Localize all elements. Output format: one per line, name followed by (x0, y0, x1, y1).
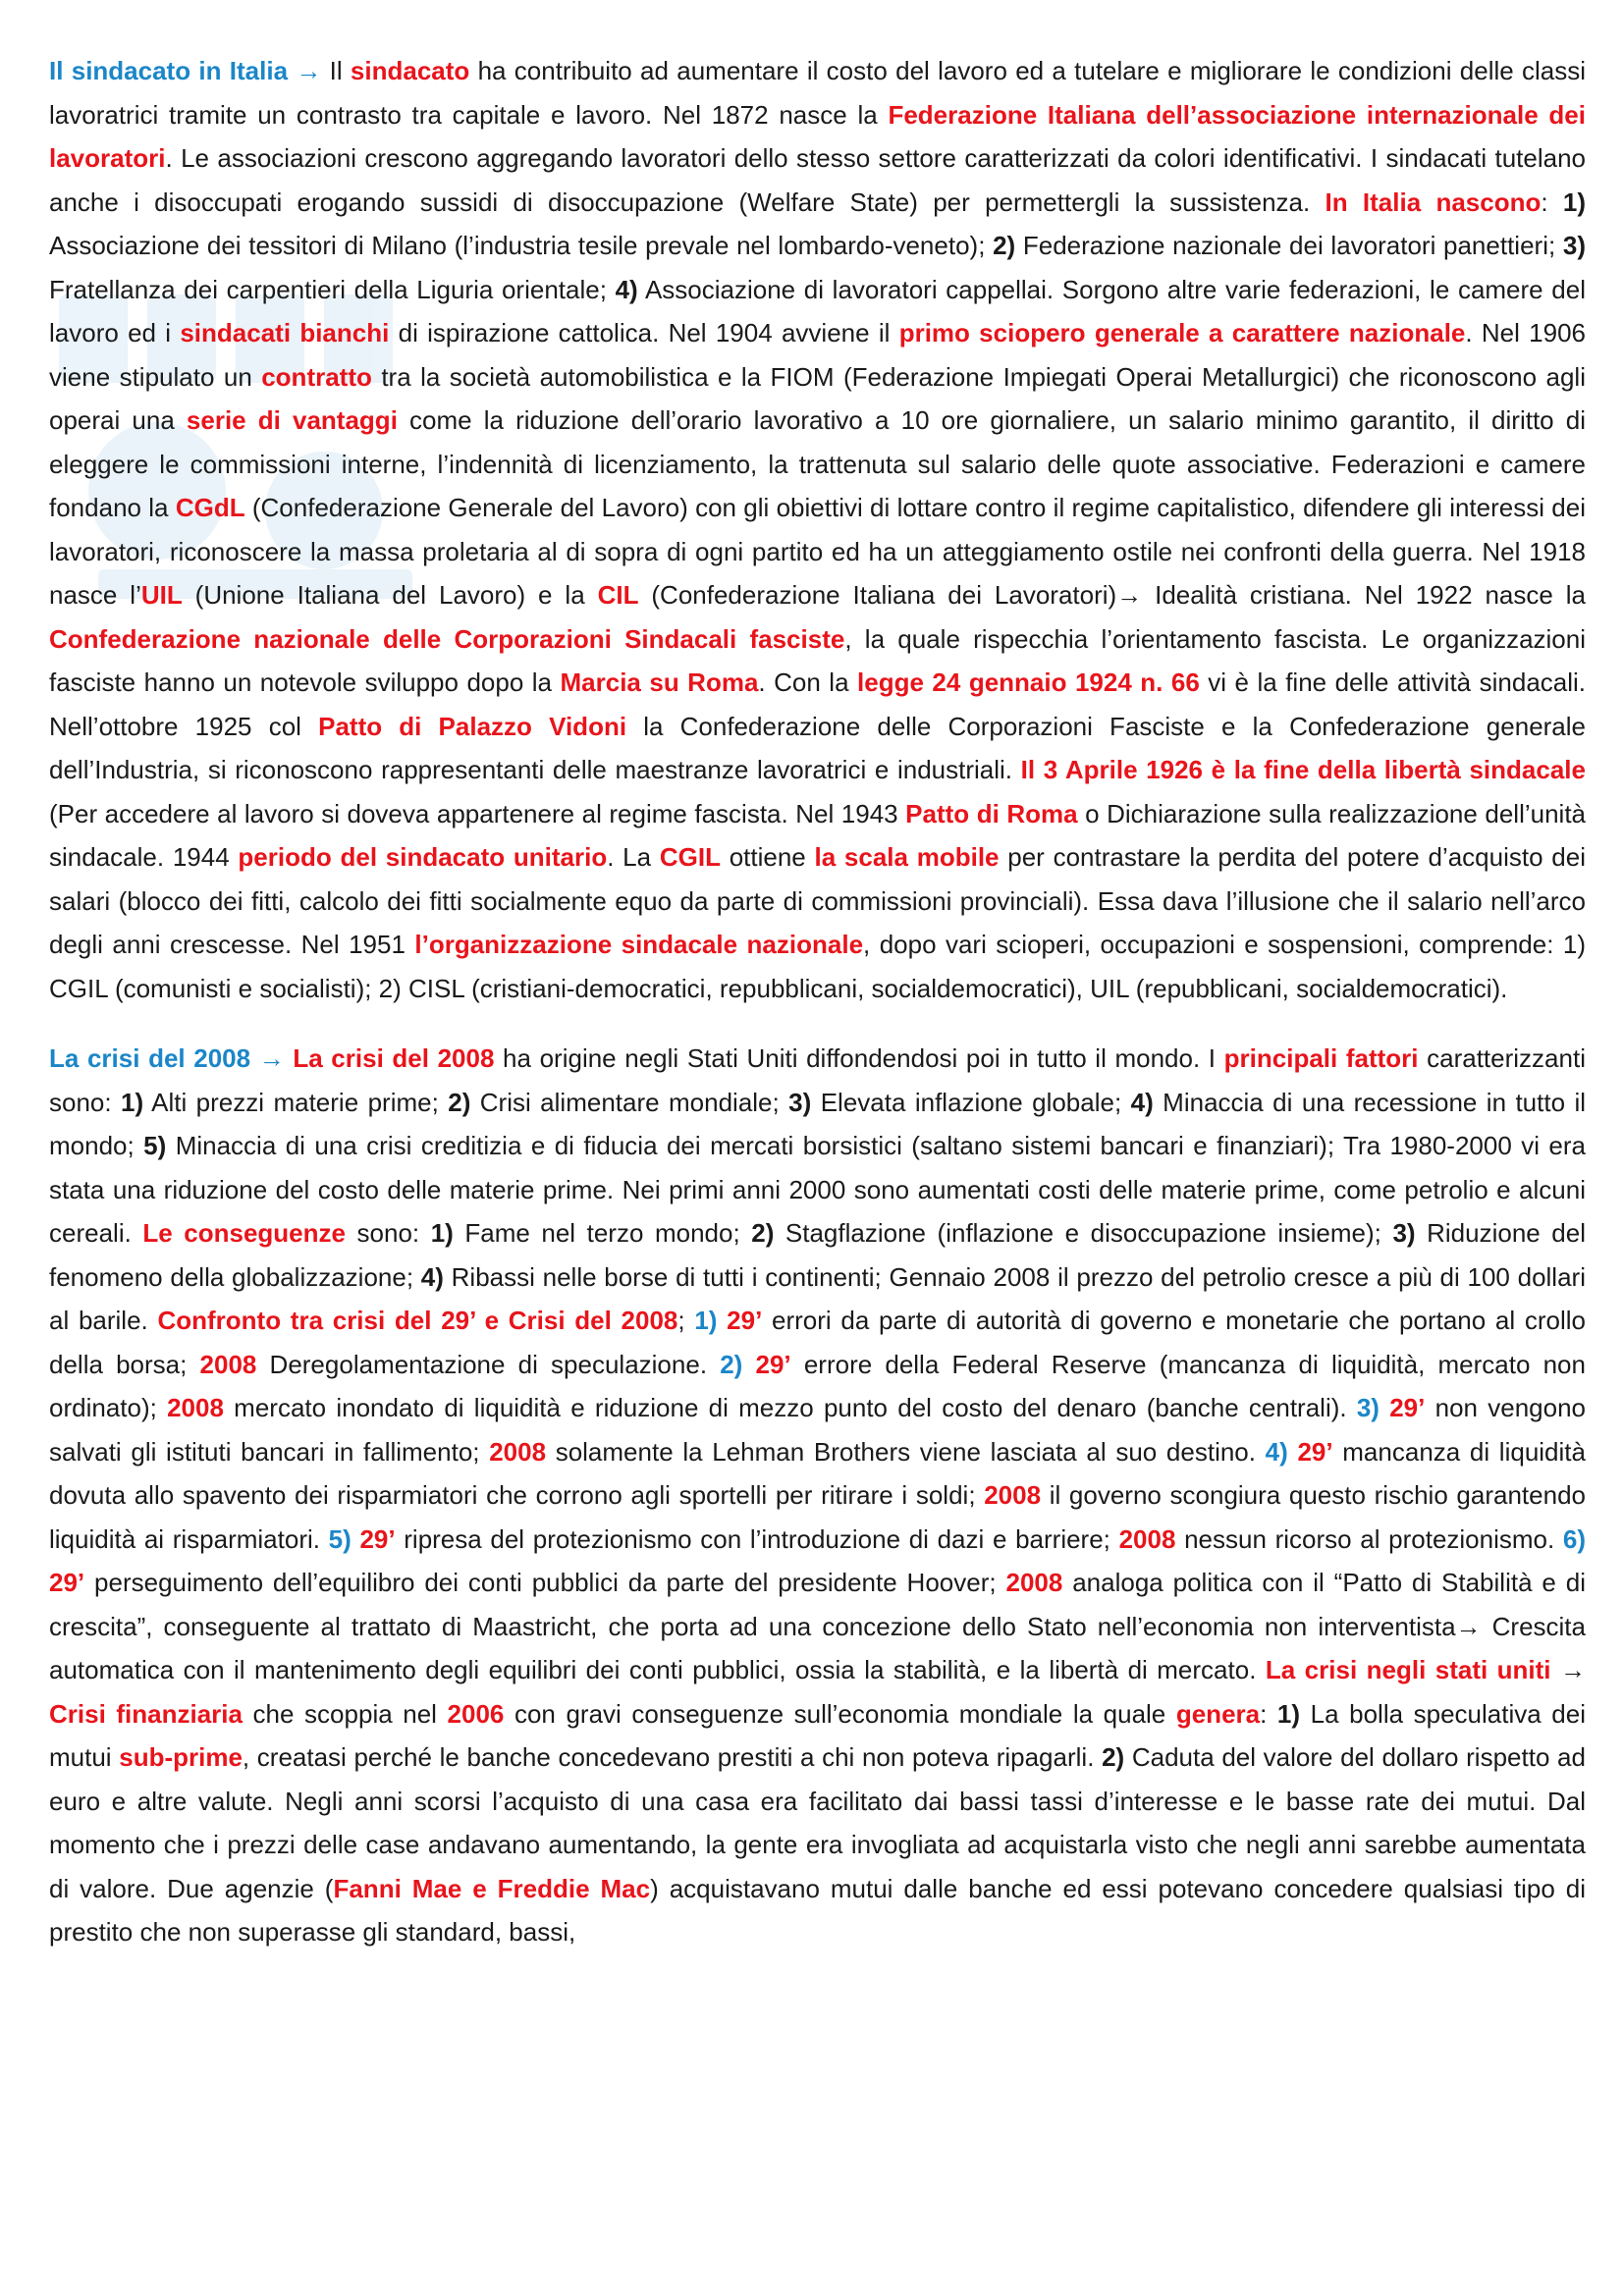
body-text (717, 1306, 727, 1335)
section-body-crisi (49, 1043, 1586, 1947)
body-text: Crisi alimentare mondiale; (470, 1087, 789, 1117)
body-text: Minaccia di una crisi creditizia e di fiducia dei mercati borsistici (saltano sistemi bancari e finanziari); Tra 1980-2000 vi era stata una riduzione del costo delle materie prime. Nei primi anni 2000 sono aumentati costi delle materie prime, come petrolio e alcuni cereali. (49, 1131, 1586, 1248)
body-text: per contrastare la perdita del potere d’acquisto dei salari (blocco dei fitti, calcolo dei fitti socialmente equo da parte di commissioni provinciali). Essa dava l’illusione che il salario nell’arco degli anni crescesse. Nel 1951 (49, 842, 1586, 959)
bold-text: 1) (1562, 187, 1586, 217)
highlight-text: contratto (261, 361, 372, 392)
body-text: sono: (345, 1218, 431, 1248)
bold-text: 1) (121, 1087, 144, 1117)
bold-text: 5) (328, 1523, 352, 1554)
highlight-text: 29’ (755, 1349, 791, 1379)
body-text: Federazione nazionale dei lavoratori panettieri; (1015, 231, 1563, 260)
body-text: o Dichiarazione sulla realizzazione dell’unità sindacale. 1944 (49, 798, 1587, 872)
body-text (1380, 1393, 1389, 1422)
highlight-text: Fanni Mae e Freddie Mac (333, 1873, 651, 1903)
body-text: non vengono salvati gli istituti bancari in fallimento; (49, 1393, 1586, 1467)
body-text: errori da parte di autorità di governo e monetarie che portano al crollo della borsa; (49, 1306, 1587, 1379)
bold-text: 2) (993, 231, 1016, 260)
highlight-text: 2008 (984, 1480, 1042, 1510)
highlight-text: legge 24 gennaio 1924 n. 66 (857, 667, 1200, 697)
body-text: come la riduzione dell’orario lavorativo a 10 ore giornaliere, un salario minimo garantito, il diritto di eleggere le commissioni interne, l’indennità di licenziamento, la trattenuta sul salario delle quote associative. Federazioni e camere fondano la (49, 405, 1586, 522)
highlight-text: CIL (597, 580, 639, 610)
body-text: vi è la fine delle attività sindacali. Nell’ottobre 1925 col (49, 667, 1587, 741)
highlight-text: sindacati bianchi (180, 318, 390, 347)
highlight-text: 29’ (49, 1568, 85, 1597)
highlight-text: CGdL (175, 493, 245, 522)
body-text: (Per accedere al lavoro si doveva appartenere al regime fascista. Nel 1943 (49, 798, 906, 828)
section-sindacato (49, 49, 1586, 1010)
highlight-text: La crisi del 2008 (293, 1043, 495, 1073)
document-page (49, 49, 1586, 1981)
body-text: Minaccia di una recessione in tutto il mondo; (49, 1087, 1587, 1160)
body-text: Associazione di lavoratori cappellai. Sorgono altre varie federazioni, le camere del lavoro ed i (49, 274, 1586, 347)
bold-text: 4) (615, 274, 638, 304)
highlight-text: la scala mobile (814, 842, 1000, 872)
highlight-text: Patto di Palazzo Vidoni (318, 711, 627, 741)
bold-text: 2) (1102, 1742, 1125, 1772)
body-text: caratterizzanti sono: (49, 1043, 1586, 1117)
highlight-text: sub-prime (119, 1742, 243, 1772)
body-text: ha contribuito ad aumentare il costo del lavoro ed a tutelare e migliorare le condizioni delle classi lavoratrici tramite un contrasto tra capitale e lavoro. Nel 1872 nasce la (49, 56, 1587, 130)
highlight-text: 2008 (1005, 1568, 1063, 1597)
highlight-text: Confederazione nazionale delle Corporazioni Sindacali fasciste (49, 623, 845, 654)
body-text: (Confederazione Generale del Lavoro) con gli obiettivi di lottare contro il regime capitalistico, difendere gli interessi dei lavoratori, riconoscere la massa proletaria al di sopra di ogni partito ed ha un atteggiamento ostile nei confronti della guerra. Nel 1918 nasce l’ (49, 493, 1587, 610)
highlight-text: sindacato (350, 56, 470, 85)
bold-text: 3) (1356, 1393, 1380, 1422)
highlight-text: 2006 (447, 1698, 505, 1729)
body-text: Stagflazione (inflazione e disoccupazione insieme); (774, 1218, 1393, 1248)
section-crisi-2008 (49, 1037, 1586, 1954)
body-text: ; (677, 1306, 695, 1335)
body-text: il governo scongiura questo rischio garantendo liquidità ai risparmiatori. (49, 1480, 1586, 1554)
section-body-sindacato (49, 56, 1586, 1003)
highlight-text: Marcia su Roma (560, 667, 759, 697)
highlight-text: 2008 (167, 1393, 224, 1422)
bold-text: 3) (1392, 1218, 1416, 1248)
body-text (1551, 1655, 1560, 1684)
body-text: ripresa del protezionismo con l’introduzione di dazi e barriere; (395, 1523, 1119, 1554)
highlight-text: 29’ (359, 1523, 396, 1554)
body-text: (Confederazione Italiana dei Lavoratori)→ Idealità cristiana. Nel 1922 nasce la (638, 580, 1587, 610)
highlight-text: serie di vantaggi (186, 405, 398, 435)
bold-text: 6) (1562, 1523, 1586, 1554)
body-text: ottiene (720, 842, 815, 872)
body-text: analoga politica con il “Patto di Stabilità e di crescita”, conseguente al trattato di Maastricht, che porta ad una concezione dello Stato nell’economia non interventista→ Crescita automatica con il mantenimento degli equilibri dei conti pubblici, ossia la stabilità, e la libertà di mercato. (49, 1568, 1586, 1684)
arrow-right-icon: → (296, 56, 322, 85)
body-text: Riduzione del fenomeno della globalizzazione; (49, 1218, 1586, 1292)
highlight-text: La crisi negli stati uniti (1265, 1655, 1551, 1684)
body-text: : (1260, 1698, 1277, 1729)
body-text: . Nel 1906 viene stipulato un (49, 318, 1586, 392)
highlight-text: 2008 (489, 1436, 547, 1467)
body-text: Deregolamentazione di speculazione. (256, 1349, 721, 1379)
body-text: Fratellanza dei carpentieri della Liguria orientale; (49, 274, 616, 304)
body-text: tra la società automobilistica e la FIOM (Federazione Impiegati Operai Metallurgici) che riconoscono agli operai una (49, 361, 1586, 435)
highlight-text: CGIL (659, 842, 721, 872)
highlight-text: Le conseguenze (142, 1218, 346, 1248)
body-text: di ispirazione cattolica. Nel 1904 avviene il (389, 318, 899, 347)
body-text (1288, 1437, 1298, 1467)
highlight-text: 29’ (727, 1306, 763, 1335)
body-text: . La (607, 842, 660, 872)
highlight-text: primo sciopero generale a carattere nazionale (898, 318, 1466, 347)
body-text: Elevata inflazione globale; (811, 1087, 1131, 1117)
highlight-text: Crisi finanziaria (49, 1698, 243, 1729)
body-text: , la quale rispecchia l’orientamento fascista. Le organizzazioni fasciste hanno un notevole sviluppo dopo la (49, 623, 1587, 697)
highlight-text: 29’ (1297, 1436, 1333, 1467)
body-text: perseguimento dell’equilibro dei conti pubblici da parte del presidente Hoover; (84, 1568, 1006, 1597)
section-title-sindacato: Il sindacato in Italia (49, 56, 289, 85)
highlight-text: principali fattori (1223, 1043, 1419, 1073)
body-text: solamente la Lehman Brothers viene lasciata al suo destino. (546, 1436, 1266, 1467)
highlight-text: 29’ (1389, 1393, 1426, 1422)
bold-text: 2) (720, 1349, 743, 1379)
highlight-text: l’organizzazione sindacale nazionale (414, 930, 864, 959)
body-text: ) acquistavano mutui dalle banche ed essi potevano concedere qualsiasi tipo di prestito che non superasse gli standard, bassi, (49, 1873, 1587, 1947)
body-text: Alti prezzi materie prime; (143, 1087, 449, 1117)
section-title-crisi: La crisi del 2008 (49, 1043, 251, 1073)
highlight-text: Patto di Roma (905, 798, 1078, 828)
highlight-text: Confronto tra crisi del 29’ e Crisi del 2008 (157, 1306, 678, 1335)
body-text: Associazione dei tessitori di Milano (l’industria tesile prevale nel lombardo-veneto); (49, 231, 994, 260)
body-text: . Con la (758, 667, 858, 697)
highlight-text: periodo del sindacato unitario (238, 842, 608, 872)
bold-text: 2) (751, 1218, 775, 1248)
body-text: , dopo vari scioperi, occupazioni e sospensioni, comprende: 1) CGIL (comunisti e socialisti); 2) CISL (cristiani-democratici, repubblicani, socialdemocratici), UIL (repubblicani, socialdemocratici). (49, 930, 1586, 1003)
highlight-text: Il 3 Aprile 1926 è la fine della libertà sindacale (1020, 755, 1586, 784)
body-text (742, 1350, 755, 1379)
body-text: Il (321, 56, 351, 85)
body-text: Ribassi nelle borse di tutti i continenti; Gennaio 2008 il prezzo del petrolio cresce a più di 100 dollari al barile. (49, 1261, 1586, 1335)
highlight-text: UIL (140, 580, 183, 610)
body-text: mercato inondato di liquidità e riduzione di mezzo punto del costo del denaro (banche centrali). (223, 1393, 1357, 1422)
body-text: nessun ricorso al protezionismo. (1175, 1523, 1563, 1554)
bold-text: 3) (1562, 231, 1586, 260)
body-text: errore della Federal Reserve (mancanza di liquidità, mercato non ordinato); (49, 1349, 1586, 1422)
body-text: . Le associazioni crescono aggregando lavoratori dello stesso settore caratterizzati da colori identificativi. I sindacati tutelano anche i disoccupati erogando sussidi di disoccupazione (Welfare State) per permettergli la sussistenza. (49, 143, 1586, 217)
bold-text: 4) (1130, 1087, 1154, 1117)
highlight-text: genera (1175, 1698, 1261, 1729)
body-text: (Unione Italiana del Lavoro) e la (182, 580, 598, 610)
bold-text: 5) (143, 1131, 167, 1160)
body-text: mancanza di liquidità dovuta allo spavento dei risparmiatori che corrono agli sportelli per ritirare i soldi; (49, 1436, 1586, 1510)
bold-text: 4) (1265, 1436, 1288, 1467)
bold-text: 1) (1276, 1698, 1301, 1729)
bold-text: 1) (430, 1218, 454, 1248)
body-text: , creatasi perché le banche concedevano prestiti a chi non poteva ripagarli. (242, 1742, 1103, 1772)
body-text: Fame nel terzo mondo; (453, 1218, 752, 1248)
highlight-text: 2008 (199, 1349, 257, 1379)
bold-text: 2) (448, 1087, 471, 1117)
bold-text: 4) (420, 1261, 444, 1292)
bold-text: 3) (788, 1087, 812, 1117)
body-text: : (1541, 187, 1563, 217)
bold-text: 1) (694, 1306, 718, 1335)
highlight-text: 2008 (1118, 1523, 1176, 1554)
body-text: la Confederazione delle Corporazioni Fasciste e la Confederazione generale dell’Industria, si riconoscono rappresentanti delle maestranze lavoratrici e industriali. (49, 711, 1587, 784)
body-text: ha origine negli Stati Uniti diffondendosi poi in tutto il mondo. I (494, 1043, 1224, 1073)
body-text: La bolla speculativa dei mutui (49, 1698, 1586, 1772)
body-text: con gravi conseguenze sull’economia mondiale la quale (504, 1698, 1176, 1729)
highlight-text: Federazione Italiana dell’associazione internazionale dei lavoratori (49, 99, 1586, 173)
arrow-right-icon: → (258, 1043, 285, 1073)
body-text: che scoppia nel (242, 1698, 448, 1729)
highlight-text: In Italia nascono (1325, 187, 1542, 217)
body-text: Caduta del valore del dollaro rispetto ad euro e altre valute. Negli anni scorsi l’acquisto di una casa era facilitato dai bassi tassi d’interesse e le basse rate dei mutui. Dal momento che i prezzi delle case andavano aumentando, la gente era invogliata ad acquistarla visto che negli anni sarebbe aumentata di valore. Due agenzie ( (49, 1742, 1586, 1903)
bold-text: → (1560, 1655, 1587, 1684)
